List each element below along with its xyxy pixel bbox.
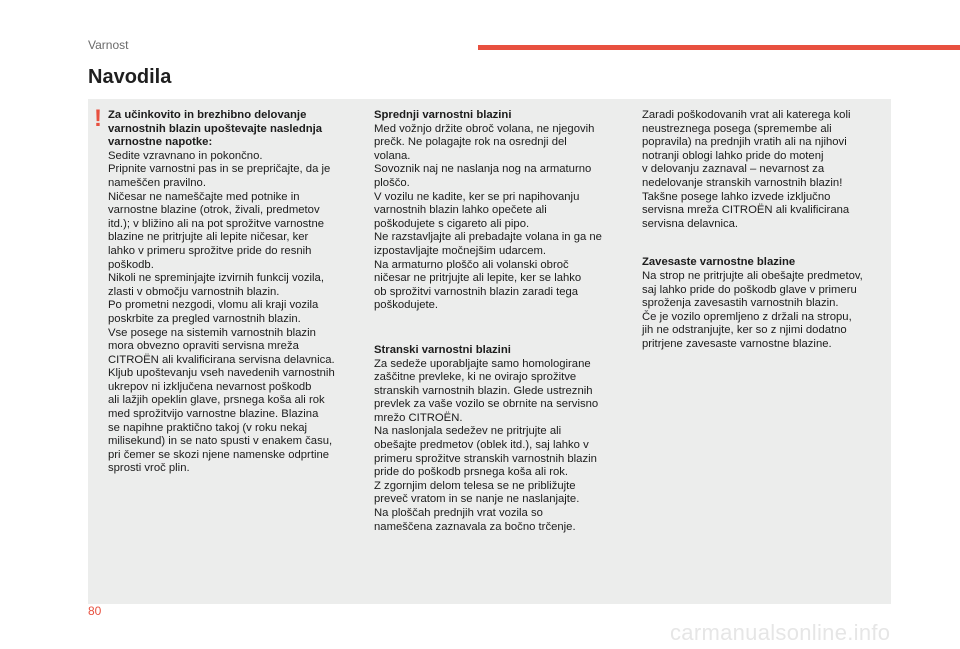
door-sensors-text: Zaradi poškodovanih vrat ali katerega koli neustreznega posega (spremembe ali popravila) na prednjih vratih ali na njihovi notranji oblogi lahko pride do motenj v delovanju zaznaval – nevarnost za nedelovanje stranskih varnostnih blazin! Takšne posege lahko izvede izključno servisna mreža CITROËN ali kvalificirana servisna delavnica.: [642, 109, 851, 230]
page-number: 80: [88, 604, 102, 618]
warning-icon: !: [94, 105, 102, 132]
curtain-airbags-heading: Zavesaste varnostne blazine: [642, 256, 796, 269]
general-instructions-heading: Za učinkovito in brezhibno delovanje varnostnih blazin upoštevajte naslednja varnostne napotke:: [108, 109, 323, 149]
header-accent-bar: [478, 45, 960, 50]
side-airbags-text: Za sedeže uporabljajte samo homologirane zaščitne prevleke, ki ne ovirajo sprožitve stranskih varnostnih blazin. Glede ustreznih prevlek za vaše vozilo se obrnite na servisno mrežo CITROËN. Na naslonjala sedežev ne pritrjujte ali obešajte predmetov (oblek itd.), saj lahko v primeru sprožitve stranskih varnostnih blazin pride do poškodb prsnega koša ali rok. Z zgornjim delom telesa se ne približujte preveč vratom in se nanje ne naslanjajte. Na ploščah prednjih vrat vozila so nameščena zaznavala za bočno trčenje.: [374, 357, 599, 533]
page-title: Navodila: [88, 66, 172, 88]
column-front-side-airbags: [374, 109, 628, 534]
curtain-airbags-text: Na strop ne pritrjujte ali obešajte predmetov, saj lahko pride do poškodb glave v primeru sproženja zavesastih varnostnih blazin. Če je vozilo opremljeno z držali na stropu, jih ne odstranjujte, ker so z njimi dodatno pritrjene zavesaste varnostne blazine.: [642, 269, 863, 350]
general-instructions-text: Sedite vzravnano in pokončno. Pripnite varnostni pas in se prepričajte, da je nameščen pravilno. Ničesar ne nameščajte med potnike in varnostne blazine (otrok, živali, predmetov itd.); v bližino ali na pot sprožitve varnostne blazine ne pritrjujte ali lepite ničesar, ker lahko v primeru sprožitve pride do resnih poškodb. Nikoli ne spreminjajte izvirnih funkcij vozila, zlasti v območju varnostnih blazin. Po prometni nezgodi, vlomu ali kraji vozila poskrbite za pregled varnostnih blazin. Vse posege na sistemih varnostnih blazin mora obvezno opraviti servisna mreža CITROËN ali kvalificirana servisna delavnica. Kljub upoštevanju vseh navedenih varnostnih ukrepov ni izključena nevarnost poškodb ali lažjih opeklin glave, prsnega koša ali rok med sprožitvijo varnostne blazine. Blazina se napihne praktično takoj (v roku nekaj milisekund) in se nato spusti v enakem času, pri čemer se skozi njene namenske odprtine sprosti vroč plin.: [108, 149, 335, 475]
site-watermark: carmanualsonline.info: [670, 620, 891, 645]
section-label: Varnost: [88, 38, 129, 52]
front-airbags-heading: Sprednji varnostni blazini: [374, 109, 512, 121]
side-airbags-heading: Stranski varnostni blazini: [374, 343, 511, 356]
front-airbags-text: Med vožnjo držite obroč volana, ne njegovih prečk. Ne polagajte rok na osrednji del volana. Sovoznik naj ne naslanja nog na armaturno ploščo. V vozilu ne kadite, ker se pri napihovanju varnostnih blazin lahko opečete ali poškodujete s cigareto ali pipo. Ne razstavljajte ali prebadajte volana in ga ne izpostavljajte močnejšim udarcem. Na armaturno ploščo ali volanski obroč ničesar ne pritrjujte ali lepite, ker se lahko ob sprožitvi varnostnih blazin zaradi tega poškodujete.: [374, 122, 602, 312]
column-curtain-airbags: [642, 109, 892, 352]
column-general-instructions: [108, 109, 364, 476]
